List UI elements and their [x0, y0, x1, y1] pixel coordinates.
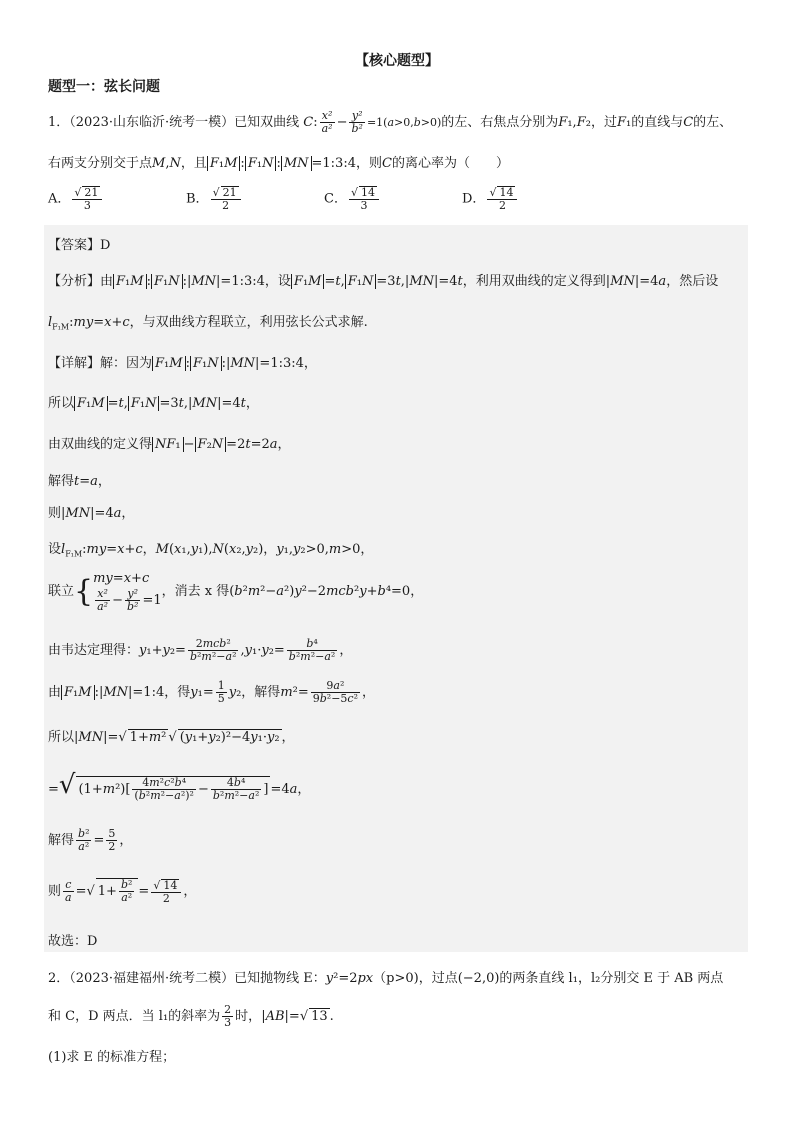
- detail-from: 由 F₁M :|MN|=1:4，得y₁= $\frac{1}{5}$ y₂，解得m²= $\frac{\text{9a²}}{\text{9b²−5c²}}$ ，: [48, 679, 376, 705]
- detail-then: 则|MN|=4a，: [48, 506, 135, 521]
- section-title: 题型一：弦长问题: [48, 79, 160, 95]
- detail-so2: 所以|MN|=√ 1+m²√ (y₁+y₂)²−4y₁·y₂ ，: [48, 726, 295, 745]
- detail-eq: =√ (1+m²)[ $\frac{\text{4m²c²b⁴}}{\text{(b²m²−a²)²}}$ − $\frac{\text{4b⁴}}{\text{b²m²−a²}}$ ] =4a，: [48, 770, 310, 802]
- detail-vieta: 由韦达定理得：y₁+y₂= $\frac{\text{2mcb²}}{\text{b²m²−a²}}$ ,y₁·y₂= $\frac{\text{b⁴}}{\text{b²m²−a²}}$ ，: [48, 637, 353, 663]
- detail-join: 联立{my=x+c $\frac{\text{x²}}{\text{a²}}$ − $\frac{\text{y²}}{\text{b²}}$ =1，消去 x 得(b²m²−a²)y²−2mcb²y+b⁴=0，: [48, 571, 424, 613]
- analysis-line2: $l_{F_1M}:my=x+c$，与双曲线方程联立，利用弦长公式求解.: [48, 315, 368, 332]
- detail-then2: 则 $\frac{c}{a}$ =√ 1+ $\frac{\text{b²}}{\text{a²}}$ = √ $\frac{14}{2}$ ，: [48, 878, 196, 905]
- option-c[interactable]: C． √ $\frac{14}{3}$: [324, 186, 381, 212]
- detail-def: 由双曲线的定义得 NF₁ − F₂N =2t=2a，: [48, 437, 291, 452]
- answer-line: 【答案】D: [48, 238, 111, 253]
- detail-solve: 解得t=a，: [48, 474, 111, 489]
- q1-line2: 右两支分别交于点M,N，且 F₁M : F₁N : MN =1:3:4，则C的离心率为（ ）: [48, 156, 509, 171]
- q2-line1: 2．（2023·福建福州·统考二模）已知抛物线 E：y²=2px（p>0)，过点(−2,0)的两条直线 l₁，l₂分别交 E 于 AB 两点: [48, 971, 724, 986]
- analysis-line1: 【分析】由 F₁M : F₁N :|MN|=1:3:4，设 F₁M =t, F₁N =3t,|MN|=4t，利用双曲线的定义得到|MN|=4a，然后设: [48, 274, 719, 289]
- detail-solve3: 解得 $\frac{\text{b²}}{\text{a²}}$ = $\frac{5}{2}$ ，: [48, 827, 133, 853]
- detail-set: 设$l_{F_1M}:my=x+c$，M(x₁,y₁),N(x₂,y₂)，y₁,y₂>0,m>0，: [48, 542, 374, 559]
- q2-sub1: (1)求 E 的标准方程；: [48, 1050, 176, 1065]
- q1-line1: 1．（2023·山东临沂·统考一模）已知双曲线 C: $\frac{\text{x²}}{\text{a²}}$ − $\frac{\text{y²}}{\text{b²}}$ =1(a>0,b>0)的左、右焦点分别为F₁,F₂，过F₁的直线与C的左、: [48, 109, 733, 135]
- q2-line2: 和 C，D 两点．当 l₁的斜率为 $\frac{2}{3}$ 时，|AB|=√ 13 .: [48, 1004, 334, 1029]
- detail-choose: 故选：D: [48, 934, 98, 949]
- detail-so: 所以 F₁M =t, F₁N =3t,|MN|=4t，: [48, 396, 259, 411]
- option-a[interactable]: A． √ $\frac{21}{3}$: [48, 186, 104, 212]
- detail-line: 【详解】解：因为 F₁M : F₁N :|MN|=1:3:4，: [48, 356, 317, 371]
- page-header: 【核心题型】: [355, 53, 439, 69]
- option-b[interactable]: B． √ $\frac{21}{2}$: [186, 186, 243, 212]
- option-d[interactable]: D． √ $\frac{14}{2}$: [462, 186, 519, 212]
